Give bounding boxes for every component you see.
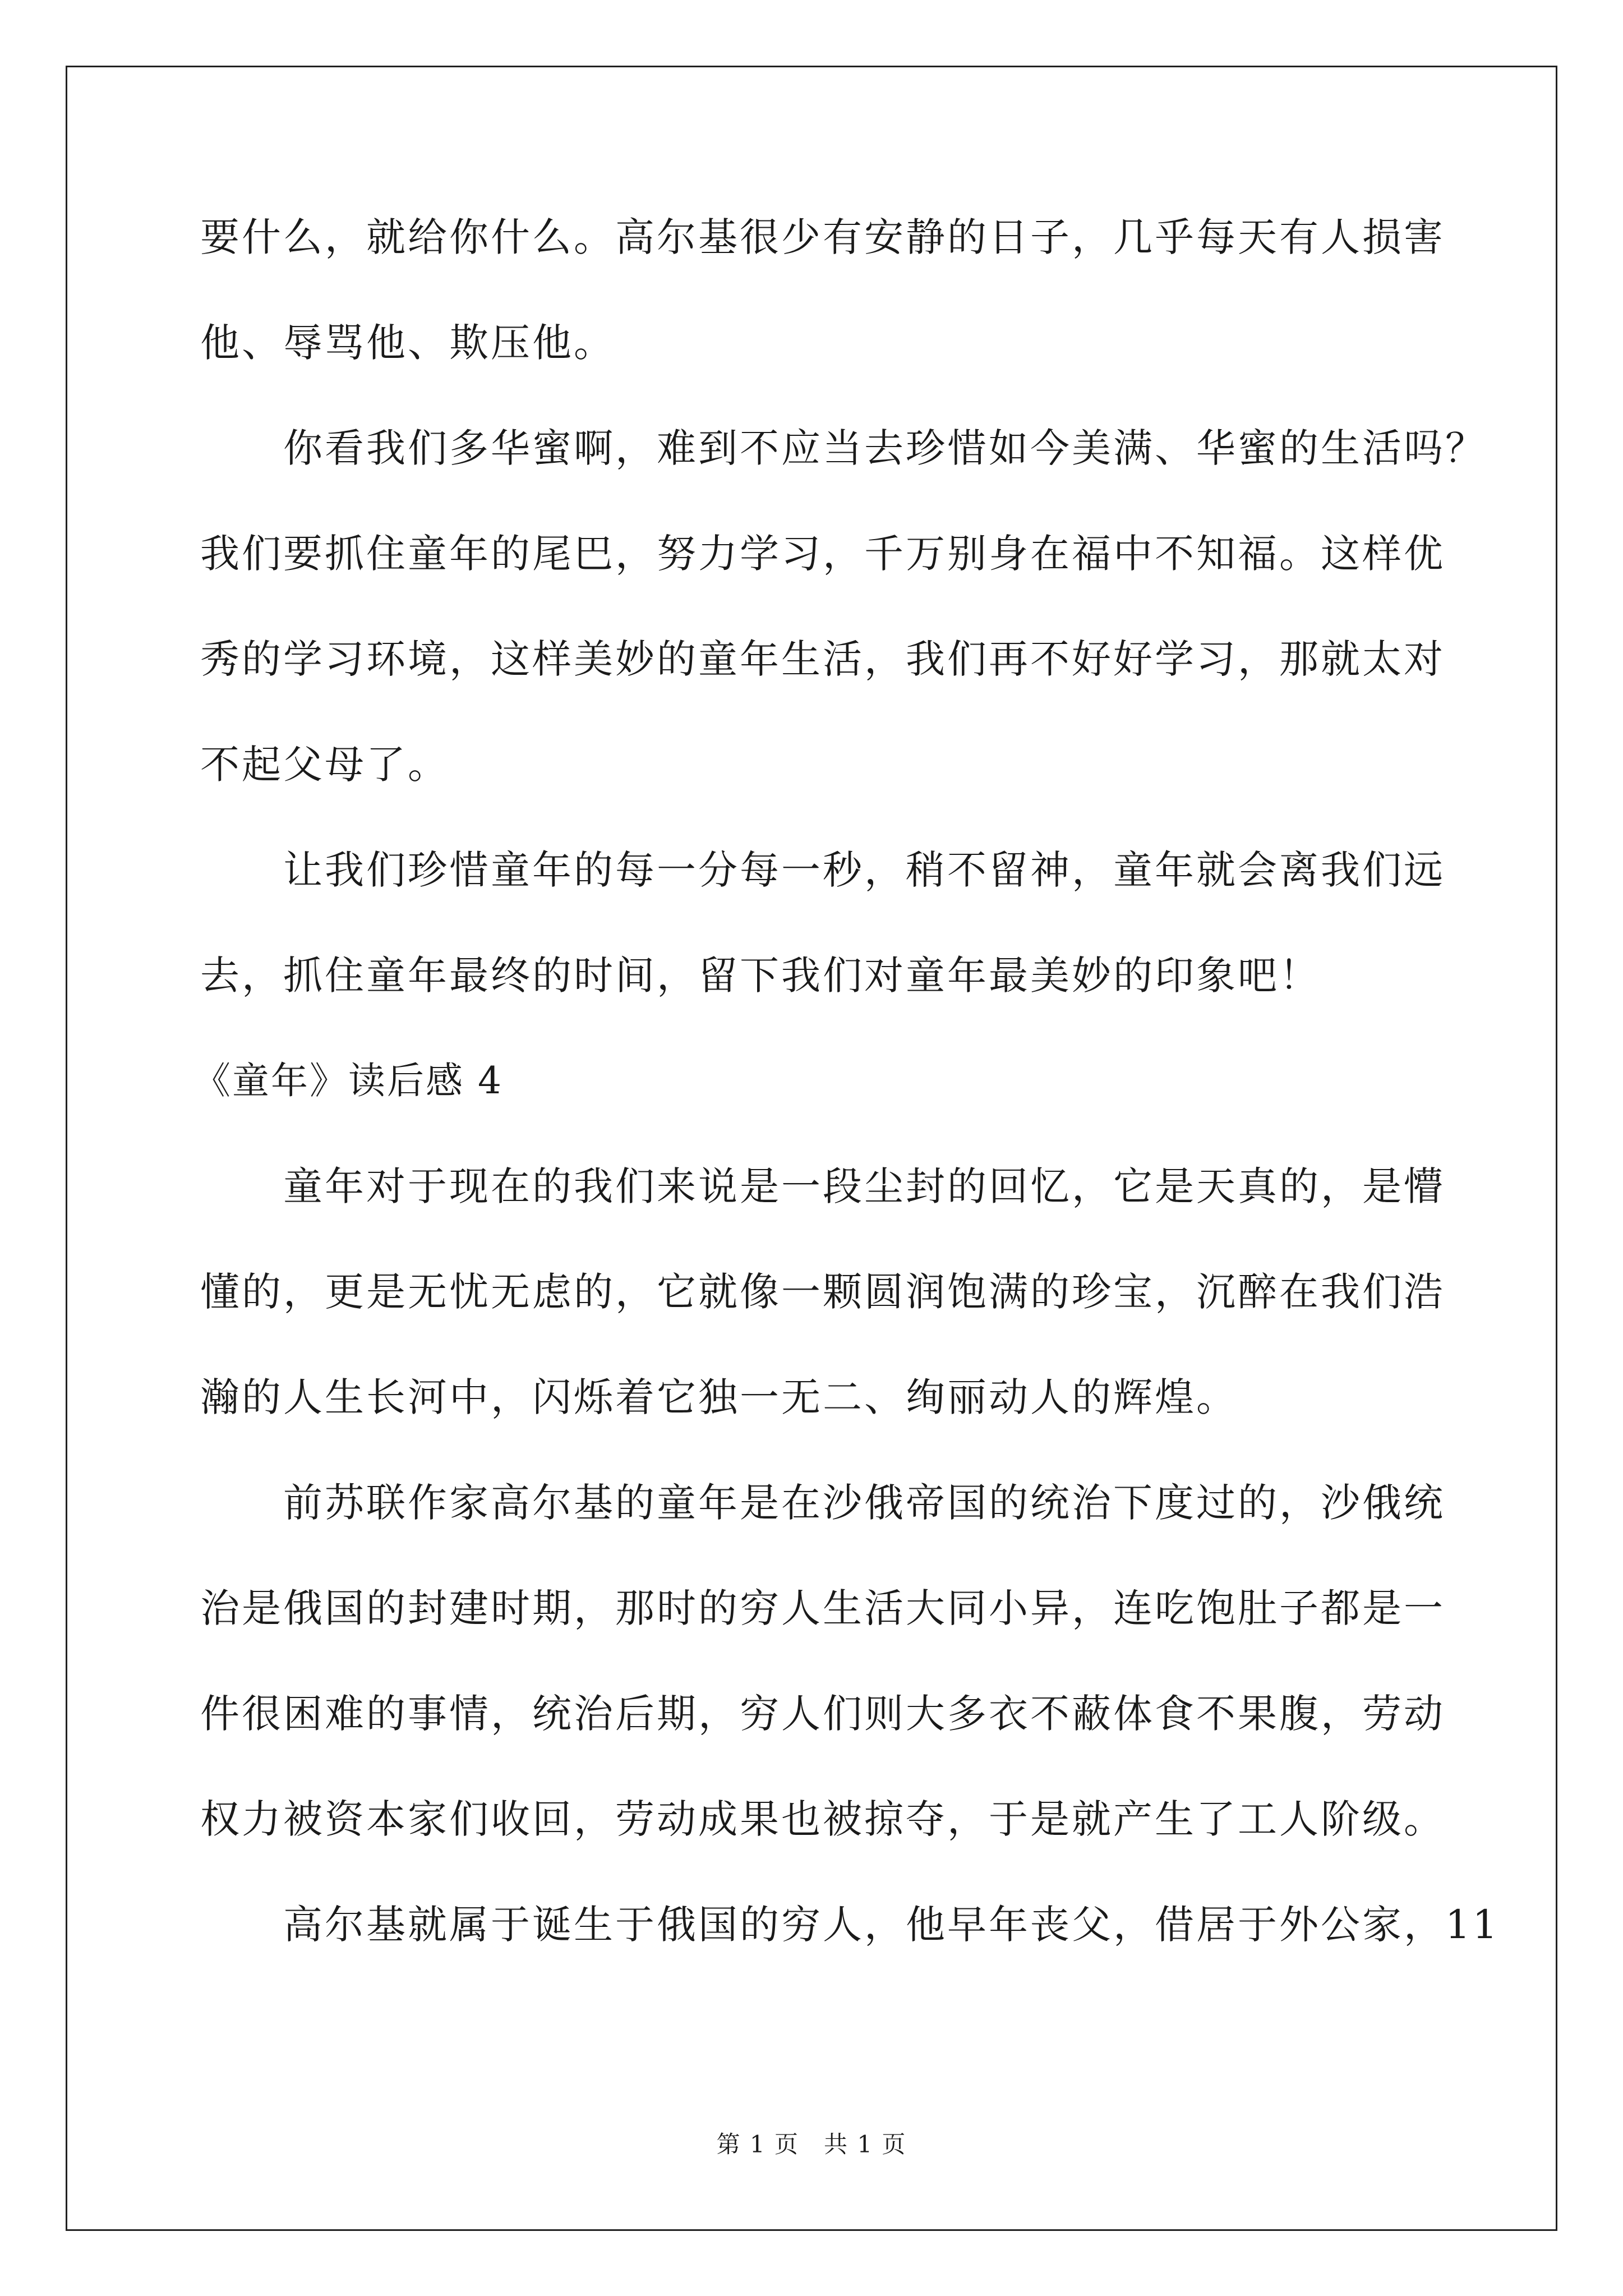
- text-line-17: 高尔基就属于诞生于俄国的穷人，他早年丧父，借居于外公家，11: [283, 1902, 1500, 1948]
- text-line-4: 我们要抓住童年的尾巴，努力学习，千万别身在福中不知福。这样优: [200, 531, 1445, 577]
- text-line-11: 懂的，更是无忧无虑的，它就像一颗圆润饱满的珍宝，沉醉在我们浩: [200, 1269, 1445, 1315]
- section-heading: 《童年》读后感 4: [193, 1059, 503, 1102]
- text-line-12: 瀚的人生长河中，闪烁着它独一无二、绚丽动人的辉煌。: [200, 1374, 1238, 1420]
- text-line-8: 去，抓住童年最终的时间，留下我们对童年最美妙的印象吧！: [200, 953, 1321, 999]
- text-line-2: 他、辱骂他、欺压他。: [200, 320, 615, 366]
- text-line-14: 治是俄国的封建时期，那时的穷人生活大同小异，连吃饱肚子都是一: [200, 1585, 1445, 1631]
- text-line-10: 童年对于现在的我们来说是一段尘封的回忆，它是天真的，是懵: [283, 1163, 1445, 1209]
- text-line-16: 权力被资本家们收回，劳动成果也被掠夺，于是就产生了工人阶级。: [200, 1796, 1445, 1842]
- page-footer: 第 1 页 共 1 页: [716, 2131, 907, 2158]
- text-line-1: 要什么，就给你什么。高尔基很少有安静的日子，几乎每天有人损害: [200, 214, 1445, 260]
- text-line-3: 你看我们多华蜜啊，难到不应当去珍惜如今美满、华蜜的生活吗？: [283, 425, 1487, 471]
- document-body: [193, 210, 1500, 2003]
- text-line-7: 让我们珍惜童年的每一分每一秒，稍不留神，童年就会离我们远: [283, 847, 1445, 893]
- text-line-15: 件很困难的事情，统治后期，穷人们则大多衣不蔽体食不果腹，劳动: [200, 1691, 1445, 1737]
- text-line-13: 前苏联作家高尔基的童年是在沙俄帝国的统治下度过的，沙俄统: [283, 1480, 1445, 1526]
- text-line-6: 不起父母了。: [200, 742, 449, 788]
- text-line-5: 秀的学习环境，这样美妙的童年生活，我们再不好好学习，那就太对: [200, 636, 1445, 682]
